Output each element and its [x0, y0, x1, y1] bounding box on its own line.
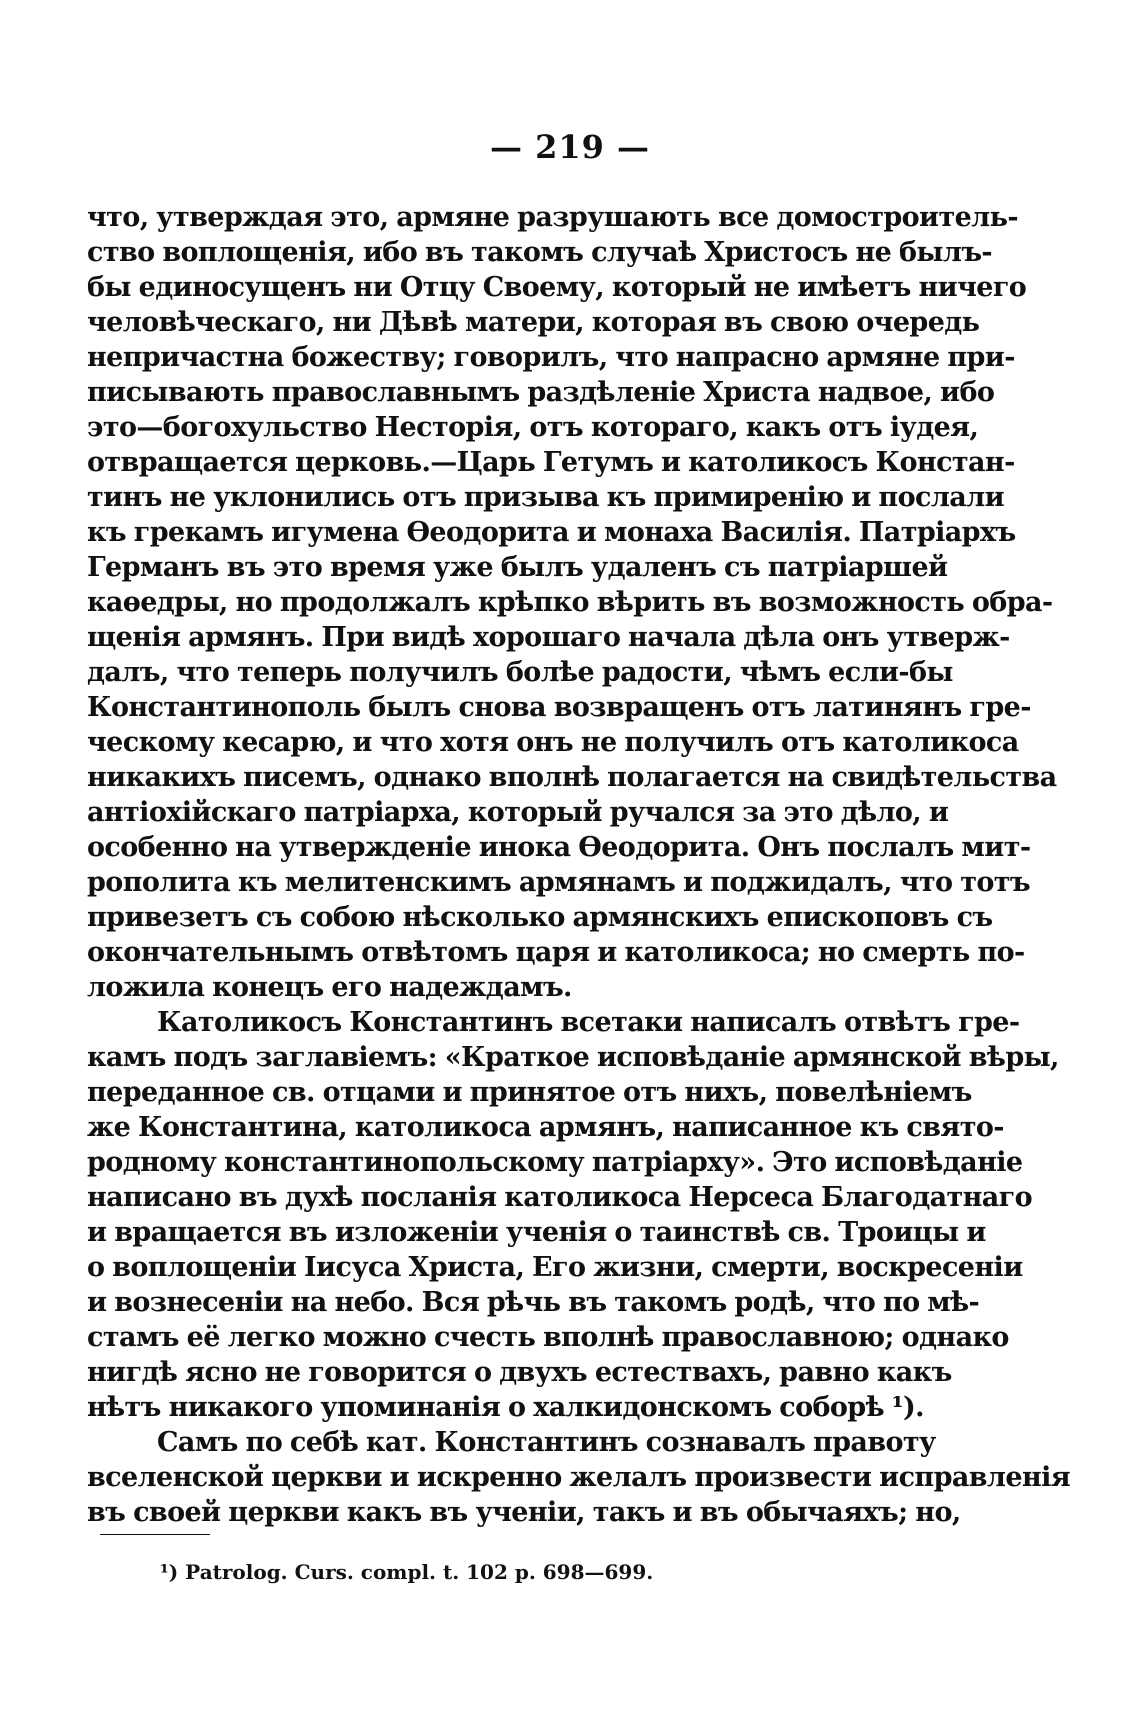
text-line: же Константина, католикоса армянъ, написанное къ свято- — [87, 1112, 1004, 1143]
text-line: стамъ её легко можно счесть вполнѣ православною; однако — [87, 1322, 1009, 1353]
text-line: далъ, что теперь получилъ болѣе радости, чѣмъ если-бы — [87, 657, 953, 688]
text-line: бы единосущенъ ни Отцу Своему, который не имѣетъ ничего — [87, 272, 1027, 303]
text-line: написано въ духѣ посланія католикоса Нерсеса Благодатнаго — [87, 1182, 1033, 1213]
text-line: человѣческаго, ни Дѣвѣ матери, которая въ свою очередь — [87, 307, 980, 338]
text-line: окончательнымъ отвѣтомъ царя и католикоса; но смерть по- — [87, 937, 1025, 968]
text-line: и вознесеніи на небо. Вся рѣчь въ такомъ родѣ, что по мѣ- — [87, 1287, 980, 1318]
text-line: щенія армянъ. При видѣ хорошаго начала дѣла онъ утверж- — [87, 622, 1010, 653]
text-line: ство воплощенія, ибо въ такомъ случаѣ Христосъ не былъ- — [87, 237, 993, 268]
paragraph-3 — [87, 1425, 1071, 1530]
text-line: привезетъ съ собою нѣсколько армянскихъ епископовъ съ — [87, 902, 993, 933]
text-line: никакихъ писемъ, однако вполнѣ полагается на свидѣтельства — [87, 762, 1057, 793]
text-line: Самъ по себѣ кат. Константинъ сознавалъ правоту — [157, 1427, 936, 1458]
text-line: каөедры, но продолжалъ крѣпко вѣрить въ возможность обра- — [87, 587, 1053, 618]
text-line: вселенской церкви и искренно желалъ произвести исправленія — [87, 1462, 1071, 1493]
text-line: о воплощеніи Іисуса Христа, Его жизни, смерти, воскресеніи — [87, 1252, 1023, 1283]
page-number: — 219 — — [489, 128, 651, 166]
footnote-divider — [100, 1534, 210, 1535]
text-line: писывають православнымъ раздѣленіе Христа надвое, ибо — [87, 377, 995, 408]
text-line: непричастна божеству; говорилъ, что напрасно армяне при- — [87, 342, 1015, 373]
text-line: переданное св. отцами и принятое отъ нихъ, повелѣніемъ — [87, 1077, 972, 1108]
footnote: ¹) Patrolog. Curs. compl. t. 102 p. 698—699. — [160, 1560, 654, 1584]
text-line: что, утверждая это, армяне разрушають все домостроитель- — [87, 202, 1018, 233]
body-text — [87, 200, 1071, 1530]
text-line: ческому кесарю, и что хотя онъ не получилъ отъ католикоса — [87, 727, 1019, 758]
text-line: камъ подъ заглавіемъ: «Краткое исповѣданіе армянской вѣры, — [87, 1042, 1059, 1073]
text-line: это—богохульство Несторія, отъ котораго, какъ отъ іудея, — [87, 412, 979, 443]
paragraph-2 — [87, 1005, 1059, 1425]
paragraph-1 — [87, 200, 1057, 1005]
text-line: Католикосъ Константинъ всетаки написалъ отвѣтъ гре- — [157, 1007, 1020, 1038]
text-line: ложила конецъ его надеждамъ. — [87, 972, 572, 1003]
text-line: Германъ въ это время уже былъ удаленъ съ патріаршей — [87, 552, 948, 583]
text-line: нѣтъ никакого упоминанія о халкидонскомъ соборѣ ¹). — [87, 1392, 924, 1423]
text-line: и вращается въ изложеніи ученія о таинствѣ св. Троицы и — [87, 1217, 986, 1248]
text-line: родному константинопольскому патріарху». Это исповѣданіе — [87, 1147, 1023, 1178]
text-line: въ своей церкви какъ въ ученіи, такъ и въ обычаяхъ; но, — [87, 1497, 961, 1528]
text-line: тинъ не уклонились отъ призыва къ примиренію и послали — [87, 482, 1005, 513]
text-line: отвращается церковь.—Царь Гетумъ и католикосъ Констан- — [87, 447, 1015, 478]
text-line: особенно на утвержденіе инока Өеодорита. Онъ послалъ мит- — [87, 832, 1031, 863]
text-line: антіохійскаго патріарха, который ручался за это дѣло, и — [87, 797, 949, 828]
text-line: нигдѣ ясно не говорится о двухъ естествахъ, равно какъ — [87, 1357, 952, 1388]
text-line: къ грекамъ игумена Өеодорита и монаха Василія. Патріархъ — [87, 517, 1016, 548]
text-line: Константинополь былъ снова возвращенъ отъ латинянъ гре- — [87, 692, 1031, 723]
text-line: рополита къ мелитенскимъ армянамъ и поджидалъ, что тотъ — [87, 867, 1031, 898]
